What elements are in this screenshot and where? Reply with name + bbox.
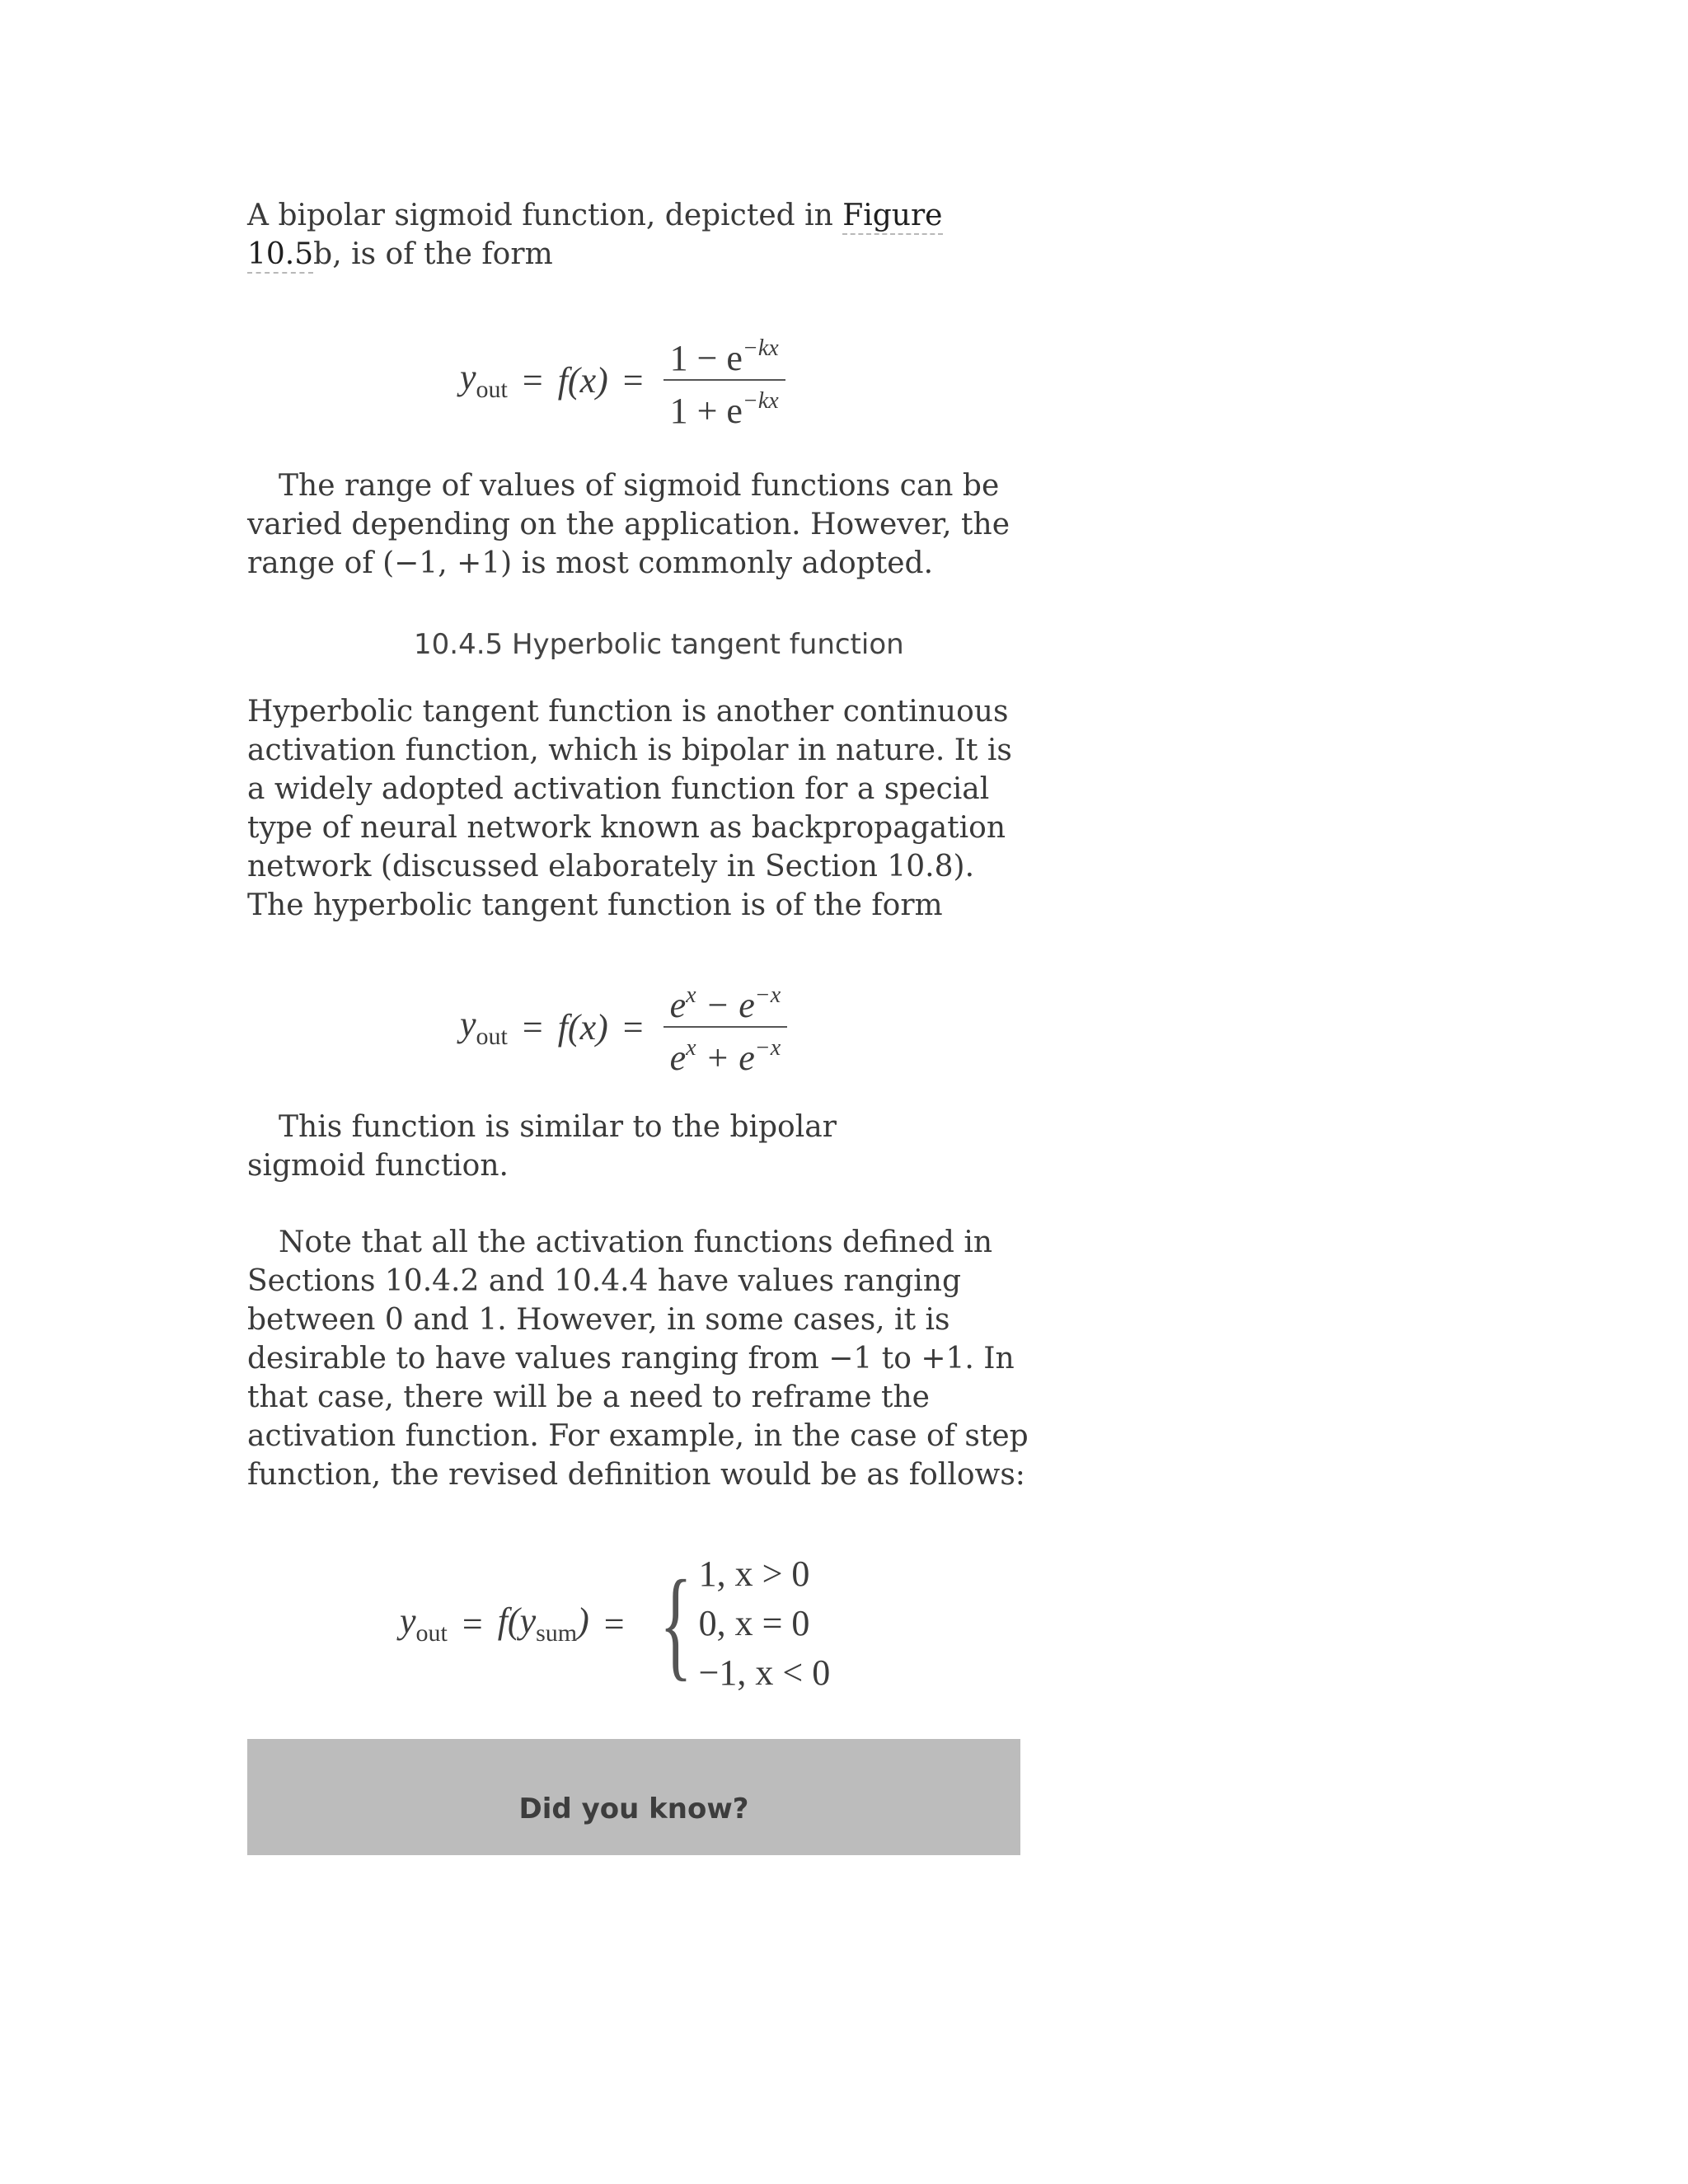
case-row: 1, x > 0: [698, 1554, 810, 1594]
paragraph-text: b, is of the form: [313, 237, 553, 271]
eq-fx: f(x): [557, 1006, 608, 1047]
eq-f-ysum: $f(y_{sum})$: [497, 1601, 589, 1647]
figure-link[interactable]: Figure 10.5: [247, 199, 943, 274]
eq-cases: [646, 1549, 831, 1698]
eq-denominator: $e^x + e^{-x}$: [669, 1035, 781, 1078]
eq-equals: =: [522, 1006, 543, 1047]
eq-equals: =: [622, 359, 644, 401]
eq-equals: =: [603, 1603, 625, 1644]
eq-numerator: $e^x - e^{-x}$: [669, 982, 781, 1025]
paragraph-range: The range of values of sigmoid functions can be varied depending on the application. However, the range of (−1, +1) is most commonly adopted.: [247, 469, 1010, 580]
paragraph-bipolar-sigmoid: [247, 196, 1030, 274]
paragraph-similar: This function is similar to the bipolar sigmoid function.: [247, 1110, 837, 1183]
eq-fraction: [663, 328, 785, 432]
equation-tanh: [460, 975, 787, 1079]
case-rows: [699, 1549, 831, 1698]
eq-equals: =: [462, 1603, 483, 1644]
eq-fraction: [663, 975, 788, 1079]
did-you-know-callout: [247, 1739, 1020, 1855]
callout-title: Did you know?: [518, 1792, 749, 1825]
eq-lhs: $y_{out}$: [460, 1004, 508, 1050]
equation-bipolar-sigmoid: [460, 328, 785, 432]
eq-fx: f(x): [557, 359, 608, 401]
eq-denominator: $1 + e^{-kx}$: [669, 388, 779, 431]
section-heading: 10.4.5 Hyperbolic tangent function: [414, 628, 904, 661]
case-row: −1, x < 0: [698, 1652, 831, 1693]
eq-numerator: $1 - e^{-kx}$: [669, 335, 779, 378]
case-row: 0, x = 0: [698, 1603, 810, 1643]
eq-lhs: $y_{out}$: [400, 1601, 448, 1647]
paragraph-note: Note that all the activation functions defined in Sections 10.4.2 and 10.4.4 have values ranging between 0 and 1. However, in some cases, it is desirable to have values ranging from −1 to +1. In that case, there will be a need to reframe the activation function. For example, in the case of step function, the revised definition would be as follows:: [247, 1226, 1029, 1492]
paragraph-hyperbolic: Hyperbolic tangent function is another continuous activation function, which is bipolar in nature. It is a widely adopted activation function for a special type of neural network known as backpropagation network (discussed elaborately in Section 10.8). The hyperbolic tangent function is of the form: [247, 695, 1012, 922]
eq-equals: =: [522, 359, 543, 401]
eq-equals: =: [622, 1006, 644, 1047]
eq-lhs: $y_{out}$: [460, 357, 508, 403]
equation-step-function: [400, 1549, 830, 1698]
left-brace-icon: {: [659, 1555, 692, 1692]
paragraph-text: A bipolar sigmoid function, depicted in: [247, 199, 843, 232]
